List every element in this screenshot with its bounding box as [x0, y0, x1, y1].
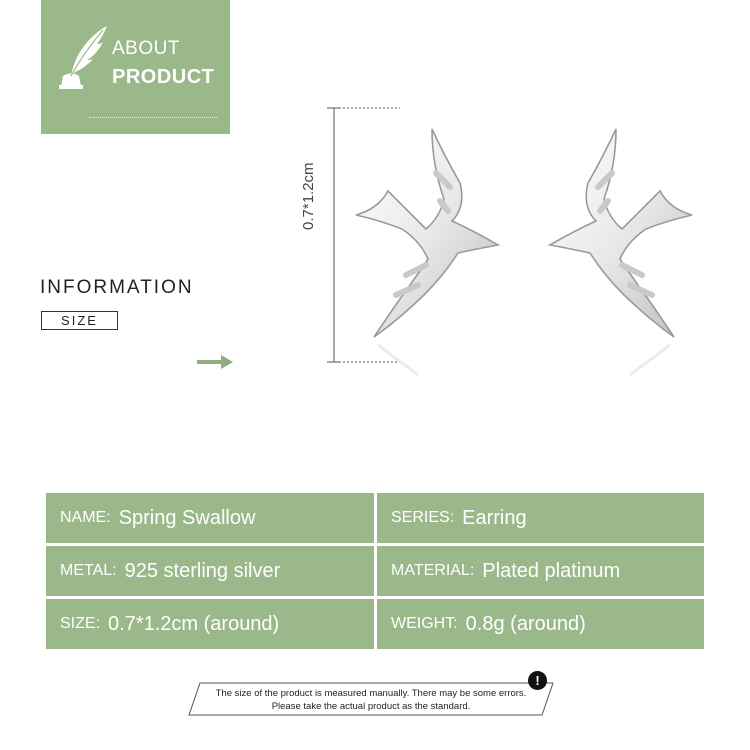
- spec-size: [46, 599, 374, 649]
- specification-table: [46, 493, 704, 649]
- dimension-label: 0.7*1.2cm: [300, 162, 317, 230]
- feather-quill-icon: [53, 24, 109, 94]
- spec-key: SERIES:: [391, 509, 455, 526]
- spec-key: WEIGHT:: [391, 615, 458, 632]
- spec-weight: [377, 599, 704, 649]
- spec-value: Earring: [462, 506, 527, 529]
- swallow-earring-right: [540, 125, 700, 385]
- about-heading: ABOUT: [112, 38, 180, 59]
- disclaimer-line-1: The size of the product is measured manually. There may be some errors.: [215, 688, 527, 699]
- spec-key: METAL:: [60, 562, 117, 579]
- spec-key: SIZE:: [60, 615, 101, 632]
- spec-material: [377, 546, 704, 596]
- size-tag: SIZE: [41, 311, 118, 330]
- spec-key: NAME:: [60, 509, 111, 526]
- spec-key: MATERIAL:: [391, 562, 475, 579]
- spec-value: 0.8g (around): [465, 612, 586, 635]
- product-heading: PRODUCT: [112, 66, 215, 88]
- exclamation-icon: !: [528, 671, 547, 690]
- disclaimer-box: [188, 682, 554, 716]
- spec-value: 0.7*1.2cm (around): [108, 612, 280, 635]
- information-title: INFORMATION: [40, 277, 194, 298]
- spec-value: Spring Swallow: [118, 506, 256, 529]
- spec-series: [377, 493, 704, 543]
- arrow-right-icon: [197, 355, 233, 369]
- swallow-earring-left: [348, 125, 508, 385]
- spec-name: [46, 493, 374, 543]
- spec-metal: [46, 546, 374, 596]
- spec-value: Plated platinum: [482, 559, 621, 582]
- dotted-divider: [89, 117, 217, 118]
- spec-value: 925 sterling silver: [124, 559, 281, 582]
- disclaimer-line-2: Please take the actual product as the standard.: [271, 701, 471, 712]
- about-product-banner: [41, 0, 230, 134]
